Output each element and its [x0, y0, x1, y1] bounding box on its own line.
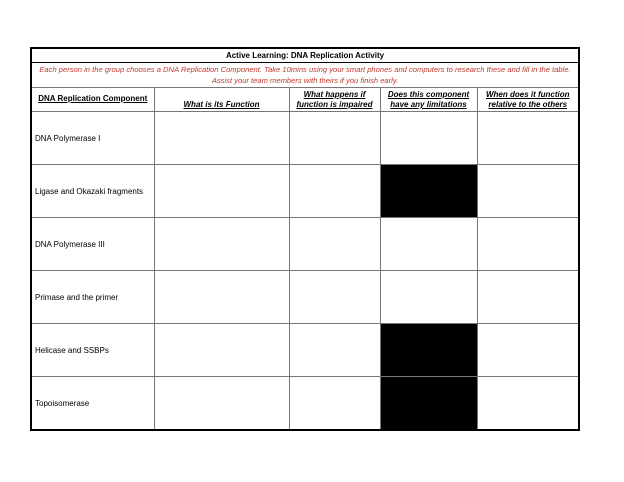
table-row [31, 377, 579, 431]
component-name: DNA Polymerase I [31, 112, 154, 165]
component-name: Primase and the primer [31, 271, 154, 324]
component-name: Ligase and Okazaki fragments [31, 165, 154, 218]
header-impaired: What happens if function is impaired [289, 88, 380, 112]
blocked-cell [380, 324, 477, 377]
header-row [31, 88, 579, 112]
table-row [31, 165, 579, 218]
impaired-cell[interactable] [289, 218, 380, 271]
blocked-cell [380, 165, 477, 218]
impaired-cell[interactable] [289, 377, 380, 431]
header-limitations: Does this component have any limitations [380, 88, 477, 112]
relative-cell[interactable] [477, 377, 579, 431]
blocked-cell [380, 377, 477, 431]
component-name: Topoisomerase [31, 377, 154, 431]
relative-cell[interactable] [477, 218, 579, 271]
table-row [31, 112, 579, 165]
relative-cell[interactable] [477, 165, 579, 218]
relative-cell[interactable] [477, 112, 579, 165]
header-component: DNA Replication Component [31, 88, 154, 112]
header-function: What is its Function [154, 88, 289, 112]
impaired-cell[interactable] [289, 324, 380, 377]
table-row [31, 218, 579, 271]
function-cell[interactable] [154, 377, 289, 431]
header-relative: When does it function relative to the others [477, 88, 579, 112]
relative-cell[interactable] [477, 271, 579, 324]
function-cell[interactable] [154, 324, 289, 377]
relative-cell[interactable] [477, 324, 579, 377]
limitations-cell[interactable] [380, 112, 477, 165]
limitations-cell[interactable] [380, 271, 477, 324]
component-name: DNA Polymerase III [31, 218, 154, 271]
function-cell[interactable] [154, 218, 289, 271]
function-cell[interactable] [154, 112, 289, 165]
activity-table [30, 47, 580, 431]
impaired-cell[interactable] [289, 271, 380, 324]
instructions: Each person in the group chooses a DNA Replication Component. Take 10mins using your smart phones and computers to research these and fill in the table. Assist your team members with theirs if you finish early. [31, 63, 579, 88]
impaired-cell[interactable] [289, 112, 380, 165]
function-cell[interactable] [154, 271, 289, 324]
table-row [31, 271, 579, 324]
table-row [31, 324, 579, 377]
function-cell[interactable] [154, 165, 289, 218]
component-name: Helicase and SSBPs [31, 324, 154, 377]
limitations-cell[interactable] [380, 218, 477, 271]
impaired-cell[interactable] [289, 165, 380, 218]
table-title: Active Learning: DNA Replication Activity [31, 48, 579, 63]
